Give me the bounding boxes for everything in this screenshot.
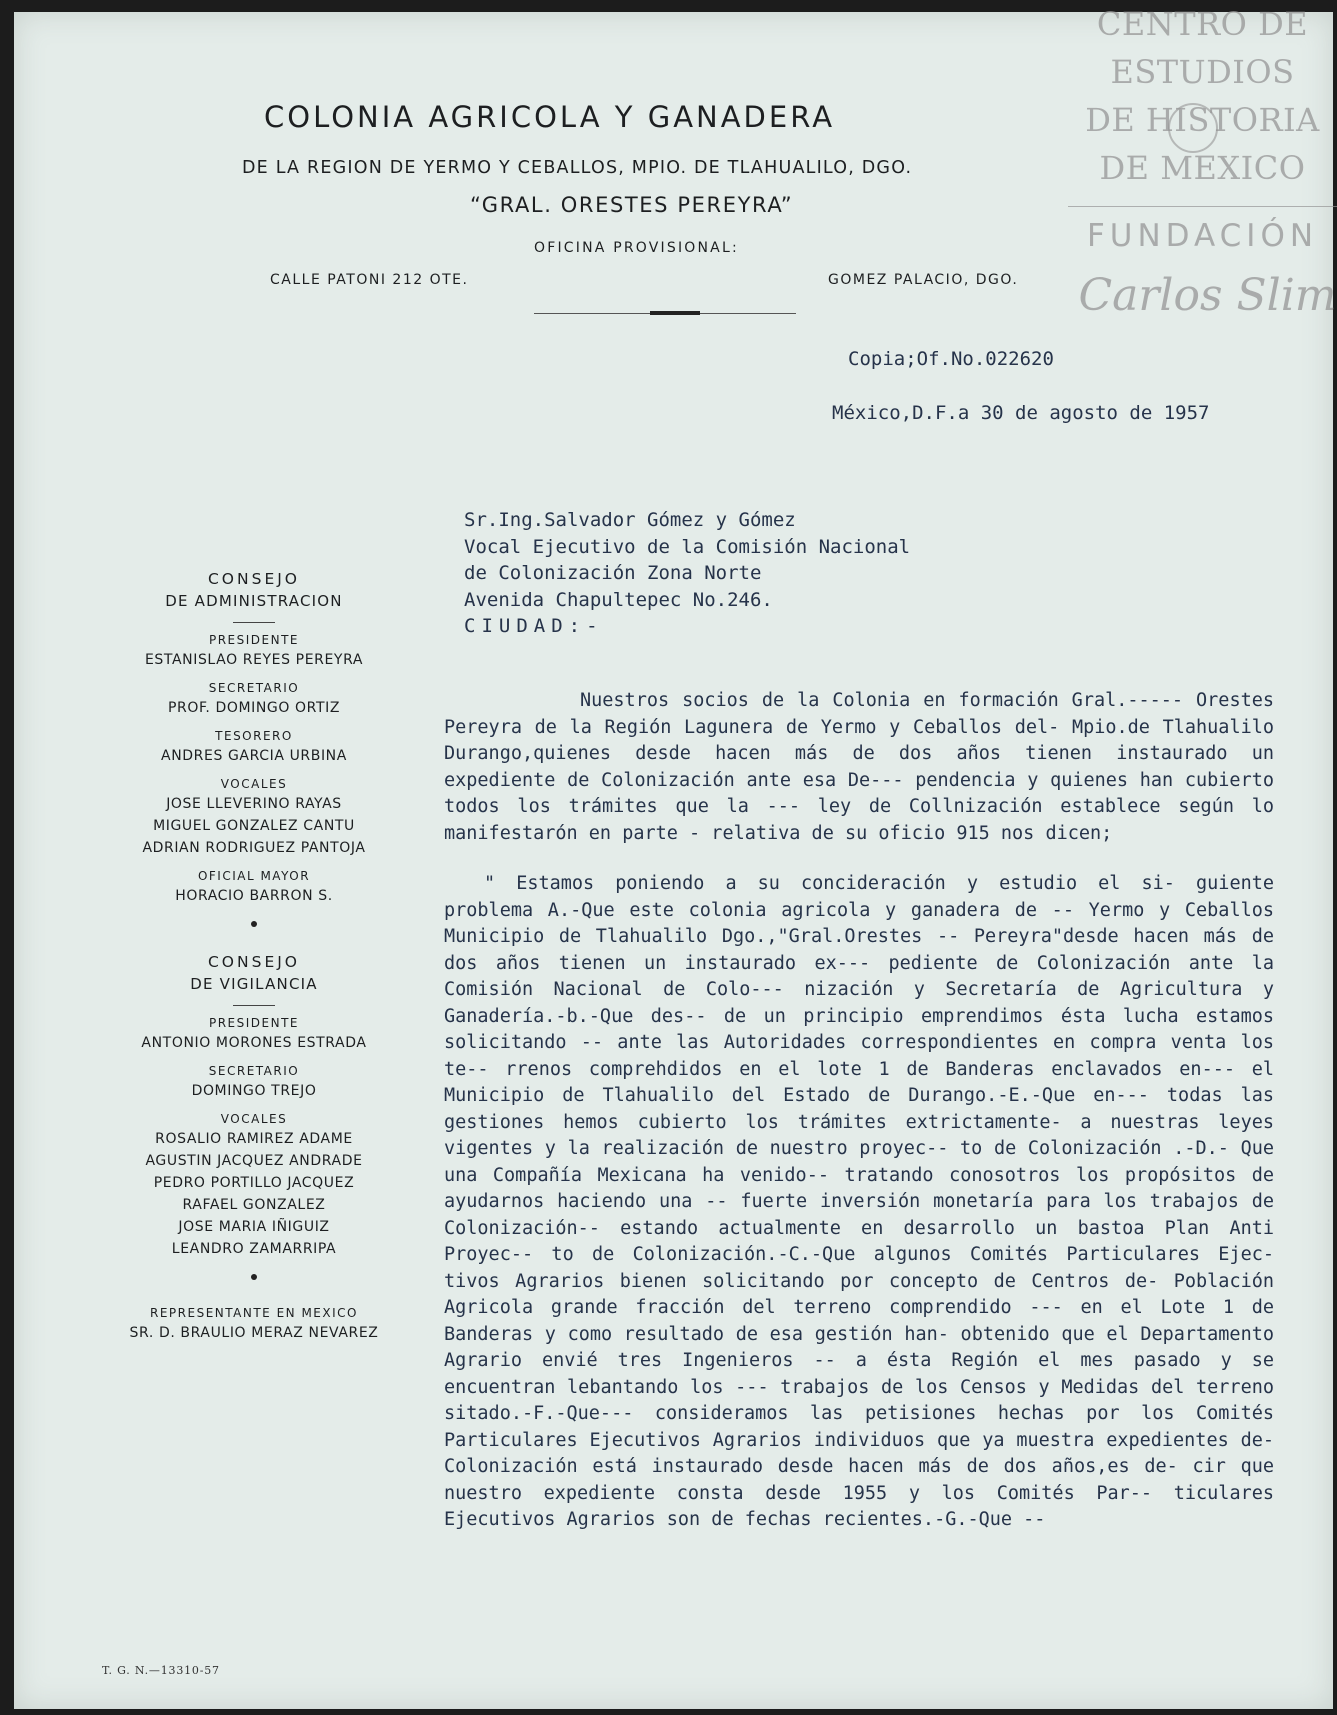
- representative-name: SR. D. BRAULIO MERAZ NEVAREZ: [129, 1325, 379, 1341]
- council-vigilance-heading-1: CONSEJO: [207, 953, 301, 971]
- role-label: PRESIDENTE: [208, 1016, 300, 1030]
- archive-watermark: [1068, 0, 1337, 330]
- letterhead-street: CALLE PATONI 212 OTE.: [270, 272, 469, 288]
- watermark-line: CENTRO DE: [1096, 5, 1309, 43]
- watermark-line: DE HISTORIA: [1085, 101, 1320, 139]
- letter-body: [444, 688, 1274, 1534]
- member-name: MIGUEL GONZALEZ CANTU: [153, 818, 355, 834]
- member-name: PEDRO PORTILLO JACQUEZ: [153, 1175, 355, 1191]
- council-admin-heading-2: DE ADMINISTRACION: [165, 592, 343, 610]
- addressee-line: Avenida Chapultepec No.246.: [464, 588, 773, 611]
- watermark-signature: Carlos Slim: [1078, 270, 1337, 321]
- letterhead-title: COLONIA AGRICOLA Y GANADERA: [264, 100, 836, 134]
- letterhead-office-label: OFICINA PROVISIONAL:: [534, 240, 739, 256]
- representative-role: REPRESENTANTE EN MEXICO: [150, 1306, 358, 1320]
- member-name: LEANDRO ZAMARRIPA: [171, 1241, 337, 1257]
- watermark-divider: [1068, 206, 1337, 207]
- addressee-line: Vocal Ejecutivo de la Comisión Nacional: [464, 535, 911, 558]
- addressee-line: CIUDAD:-: [464, 615, 604, 637]
- role-label: SECRETARIO: [208, 681, 300, 695]
- form-code: T. G. N.—13310-57: [102, 1664, 220, 1677]
- addressee-line: de Colonización Zona Norte: [464, 562, 762, 584]
- role-label: VOCALES: [220, 777, 288, 791]
- addressee-block: [464, 507, 910, 640]
- watermark-foundation: FUNDACIÓN: [1086, 218, 1319, 254]
- board-sidebar: [94, 568, 414, 1344]
- watermark-line: DE MEXICO: [1099, 149, 1306, 187]
- role-label: VOCALES: [220, 1112, 288, 1126]
- seal-icon: [1168, 103, 1218, 153]
- member-name: ANDRES GARCIA URBINA: [161, 748, 347, 764]
- body-paragraph: Nuestros socios de la Colonia en formación Gral.----- Orestes Pereyra de la Región Lagunera de Yermo y Ceballos del- Mpio.de Tlahualilo Durango,quienes desde hacen más de dos años tienen instaurado un expediente de Colonización ante esa De--- pendencia y quienes han cubierto todos los trámites que la --- ley de Collnización establece según lo manifestarón en parte - relativa de su oficio 915 nos dicen;: [444, 690, 1274, 844]
- letter-date: México,D.F.a 30 de agosto de 1957: [832, 402, 1210, 424]
- member-name: JOSE LLEVERINO RAYAS: [166, 796, 342, 812]
- member-name: AGUSTIN JACQUEZ ANDRADE: [145, 1153, 363, 1169]
- member-name: DOMINGO TREJO: [191, 1083, 317, 1099]
- role-label: OFICIAL MAYOR: [197, 869, 311, 883]
- body-paragraph: " Estamos poniendo a su concideración y estudio el si- guiente problema A.-Que este colonia agricola y ganadera de -- Yermo y Ceballos Municipio de Tlahualilo Dgo.,"Gral.Orestes -- Pereyra"desde hacen más de dos años tienen un instaurado ex--- pediente de Colonización ante la Comisión Nacional de Colo--- nización y Secretaría de Agricultura y Ganadería.-b.-Que des-- de un principio emprendimos ésta lucha estamos solicitando -- ante las Autoridades correspondientes en compra venta los te-- rrenos comprehdidos en el lote 1 de Banderas enclavados en--- el Municipio de Tlahualilo del Estado de Durango.-E.-Que en--- todas las gestiones hemos cubierto los trámites extrictamente- a nuestras leyes vigentes y la realización de nuestro proyec-- to de Colonización .-D.- Que una Compañía Mexicana ha venido-- tratando conosotros los propósitos de ayudarnos haciendo una -- fuerte inversión monetaría para los trabajos de Colonización-- estando actualmente en desarrollo un bastoa Plan Anti Proyec-- to de Colonización.-C.-Que algunos Comités Particulares Ejec- tivos Agrarios bienen solicitando por concepto de Centros de- Población Agricola grande fracción del terreno comprendido --- en el Lote 1 de Banderas y como resultado de esa gestión han- obtenido que el Departamento Agrario envié tres Ingenieros -- a ésta Región el mes pasado y se encuentran lebantando los --- trabajos de los Censos y Medidas del terreno sitado.-F.-Que--- consideramos las petisiones hechas por los Comités Particulares Ejecutivos Agrarios individuos que ya muestra expedientes de- Colonización está instaurado desde hacen más de dos años,es de- cir que nuestro expediente consta desde 1955 y los Comités Par-- ticulares Ejecutivos Agrarios son de fechas recientes.-G.-Que --: [444, 873, 1274, 1530]
- member-name: PROF. DOMINGO ORTIZ: [167, 700, 341, 716]
- member-name: ROSALIO RAMIREZ ADAME: [155, 1131, 353, 1147]
- council-vigilance-heading-2: DE VIGILANCIA: [190, 975, 318, 993]
- copy-reference: Copia;Of.No.022620: [848, 348, 1054, 370]
- letterhead-divider-mark: [650, 311, 700, 315]
- member-name: ANTONIO MORONES ESTRADA: [141, 1035, 367, 1051]
- watermark-line: ESTUDIOS: [1110, 53, 1295, 91]
- addressee-line: Sr.Ing.Salvador Gómez y Gómez: [464, 509, 796, 531]
- member-name: JOSE MARIA IÑIGUIZ: [178, 1219, 330, 1235]
- bullet-separator: [251, 1274, 257, 1280]
- letterhead-subtitle: DE LA REGION DE YERMO Y CEBALLOS, MPIO. DE TLAHUALILO, DGO.: [242, 158, 913, 178]
- role-label: SECRETARIO: [208, 1064, 300, 1078]
- divider: [233, 622, 275, 623]
- role-label: TESORERO: [215, 729, 293, 743]
- member-name: ADRIAN RODRIGUEZ PANTOJA: [142, 840, 366, 856]
- bullet-separator: [251, 921, 257, 927]
- member-name: HORACIO BARRON S.: [175, 888, 333, 904]
- letterhead-colony-name: “GRAL. ORESTES PEREYRA”: [470, 193, 794, 217]
- member-name: RAFAEL GONZALEZ: [182, 1197, 326, 1213]
- role-label: PRESIDENTE: [208, 633, 300, 647]
- member-name: ESTANISLAO REYES PEREYRA: [144, 652, 364, 668]
- council-admin-heading-1: CONSEJO: [207, 570, 301, 588]
- divider: [233, 1005, 275, 1006]
- letterhead-city: GOMEZ PALACIO, DGO.: [828, 272, 1019, 288]
